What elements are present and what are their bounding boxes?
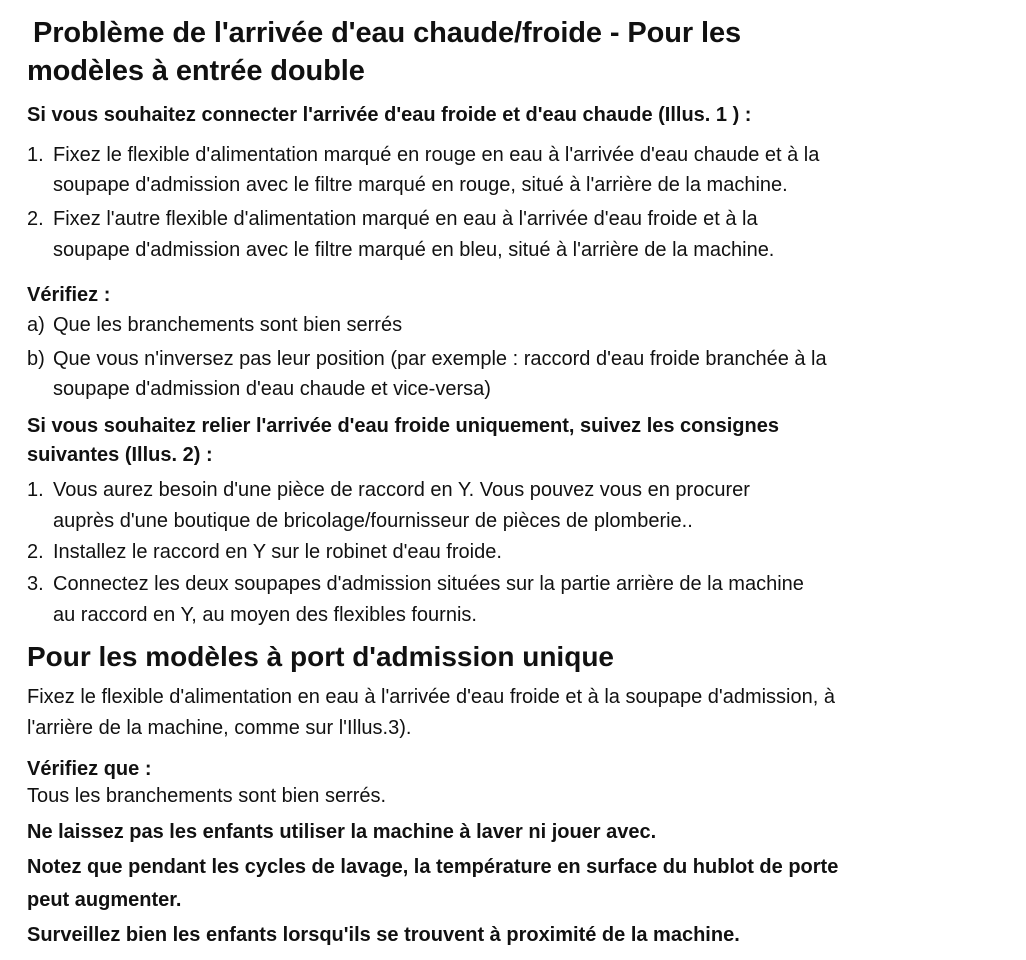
section-title-double-inlet-line2: modèles à entrée double [27,55,365,87]
section-title-single-inlet: Pour les modèles à port d'admission unique [27,641,614,672]
list-item-text: Connectez les deux soupapes d'admission situées sur la partie arrière de la machine [53,573,804,595]
cold-only-heading-line2: suivantes (Illus. 2) : [27,444,213,466]
list-item-continuation: auprès d'une boutique de bricolage/fournisseur de pièces de plomberie.. [53,510,693,532]
list-marker: 2. [27,208,44,230]
list-item [27,310,402,341]
list-marker: 1. [27,144,44,166]
list-item [27,569,804,600]
list-item-text: Installez le raccord en Y sur le robinet d'eau froide. [53,541,502,563]
warning-door-temperature-line1: Notez que pendant les cycles de lavage, la température en surface du hublot de porte [27,856,839,878]
single-inlet-paragraph-line1: Fixez le flexible d'alimentation en eau à l'arrivée d'eau froide et à la soupape d'admission, à [27,686,835,708]
list-marker: b) [27,348,45,370]
hot-cold-subheading: Si vous souhaitez connecter l'arrivée d'eau froide et d'eau chaude (Illus. 1 ) : [27,104,752,126]
list-item [27,344,827,375]
list-marker: a) [27,314,45,336]
check-text-single: Tous les branchements sont bien serrés. [27,785,387,807]
list-item-text: Fixez le flexible d'alimentation marqué en rouge en eau à l'arrivée d'eau chaude et à la [53,144,820,166]
section-title-double-inlet-line1: Problème de l'arrivée d'eau chaude/froide - Pour les [33,17,742,49]
list-marker: 3. [27,573,44,595]
list-item-text: Fixez l'autre flexible d'alimentation marqué en eau à l'arrivée d'eau froide et à la [53,208,758,230]
list-item [27,475,750,506]
list-item [27,204,758,235]
cold-only-heading-line1: Si vous souhaitez relier l'arrivée d'eau froide uniquement, suivez les consignes [27,415,779,437]
warning-children-play: Ne laissez pas les enfants utiliser la machine à laver ni jouer avec. [27,821,657,843]
list-item [27,140,819,171]
warning-supervise-children: Surveillez bien les enfants lorsqu'ils se trouvent à proximité de la machine. [27,924,740,946]
single-inlet-paragraph-line2: l'arrière de la machine, comme sur l'Illus.3). [27,717,412,739]
check-heading: Vérifiez : [27,284,111,306]
list-item-text: Vous aurez besoin d'une pièce de raccord en Y. Vous pouvez vous en procurer [53,479,750,501]
list-item-continuation: soupape d'admission d'eau chaude et vice-versa) [53,378,491,400]
list-item-text: Que vous n'inversez pas leur position (par exemple : raccord d'eau froide branchée à la [53,348,827,370]
list-marker: 2. [27,541,44,563]
list-item-text: Que les branchements sont bien serrés [53,314,403,336]
list-item-continuation: au raccord en Y, au moyen des flexibles fournis. [53,604,477,626]
warning-door-temperature-line2: peut augmenter. [27,889,182,911]
check-heading-single: Vérifiez que : [27,758,152,780]
list-item-continuation: soupape d'admission avec le filtre marqué en rouge, situé à l'arrière de la machine. [53,174,788,196]
list-item [27,537,502,568]
list-item-continuation: soupape d'admission avec le filtre marqué en bleu, situé à l'arrière de la machine. [53,239,775,261]
list-marker: 1. [27,479,44,501]
